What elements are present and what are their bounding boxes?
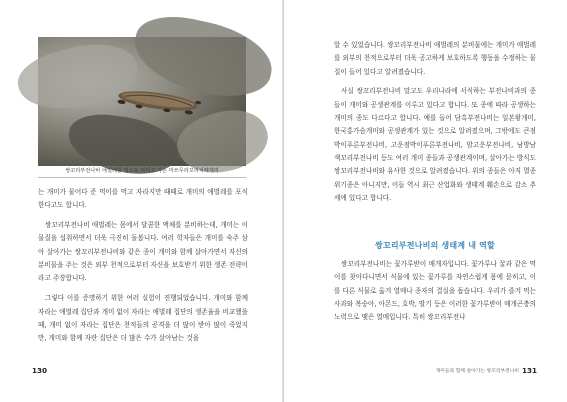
paragraph: 는 개미가 물어다 준 먹이를 먹고 자라지만 때때로 개미의 애벌레를 포식한다고도 합니다. [38,188,248,210]
page-number-right: 131 [522,366,538,375]
paragraph: 쌍꼬리부전나비 애벌레는 몸에서 달콤한 액체를 분비하는데, 개미는 이 물질을 섭취하면서 더욱 극진히 돌봅니다. 여러 학자들은 개미를 숙주 삼아 살아가는 쌍꼬리부전나비와 같은 종이 개미와 함께 살아가면서 자신의 분비물을 주는 것은 외부 천적으로부터 자신을 보호받기 위한 생존 전략이라고 주장합니다. [38,221,248,283]
photo-credit: ⓒ 이강운 [272,77,278,102]
paragraph: 알 수 있었습니다. 쌍꼬리부전나비 애벌레의 분비물에는 개미가 애벌레를 외부의 천적으로부터 더욱 공고하게 보호하도록 행동을 수정하는 물질이 들어 있다고 알려졌습니다. [334,41,536,76]
butterfly-larva-photo [38,37,278,166]
section-heading: 쌍꼬리부전나비의 생태계 내 역할 [375,241,495,250]
paragraph: 쌍꼬리부전나비는 꽃가루받이 매개자입니다. 꽃가루나 꿀과 같은 먹이를 찾아다니면서 식물에 있는 꽃가루를 자연스럽게 몸에 묻히고, 이를 다른 식물로 옮겨 열매나 종자의 결실을 돕습니다. 우리가 즐겨 먹는 사과와 복숭아, 아몬드, 호박, 딸기 등은 이러한 꽃가루받이 매개곤충의 노력으로 맺은 열매입니다. 특히 쌍꼬리부전나 [334,260,536,322]
page-number-left: 130 [32,366,48,375]
photo-caption: 쌍꼬리부전나비 애벌레를 업으로 데리고 가는 마쓰무라꼬리치레개미 [38,166,246,178]
right-page [284,0,567,402]
right-body-text-top [334,39,536,205]
left-body-text [38,186,248,345]
right-body-text-bottom [334,258,536,324]
paragraph: 사실 쌍꼬리부전나비 말고도 우리나라에 서식하는 부전나비과의 종들이 개미와 공생관계를 이루고 있다고 합니다. 또 종에 따라 공생하는 개미의 종도 다르다고 합니다. 예를 들어 담흑부전나비는 일본왕개미, 한국홍가슴개미와 공생관계가 있는 것으로 알려졌으며, 그밖에도 큰점박이푸른부전나비, 고운점박이푸른부전나비, 암고운부전나비, 남방남색꼬리부전나비 등도 여러 개미 종들과 공생관계이며, 살아가는 방식도 쌍꼬리부전나비와 유사한 것으로 알려졌습니다. 위의 종들은 아직 멸종위기종은 아니지만, 이들 역시 최근 산업화와 생태계 훼손으로 감소 추세에 있다고 합니다. [334,87,536,202]
paragraph: 그렇다 이를 증명하기 위한 여러 실험이 진행되었습니다. 개미와 함께 자라는 애벌레 집단과 개미 없이 자라는 애벌레 집단의 생존율을 비교했을 때, 개미 없이 자라는 집단은 천적들의 공격을 더 많이 받아 많이 죽었지만, 개미와 함께 자란 집단은 더 많은 수가 살아남는 것을 [38,294,248,343]
left-page [0,0,283,402]
running-header: 개미들과 함께 살아가는 쌍꼬리부전나비 [435,369,519,374]
